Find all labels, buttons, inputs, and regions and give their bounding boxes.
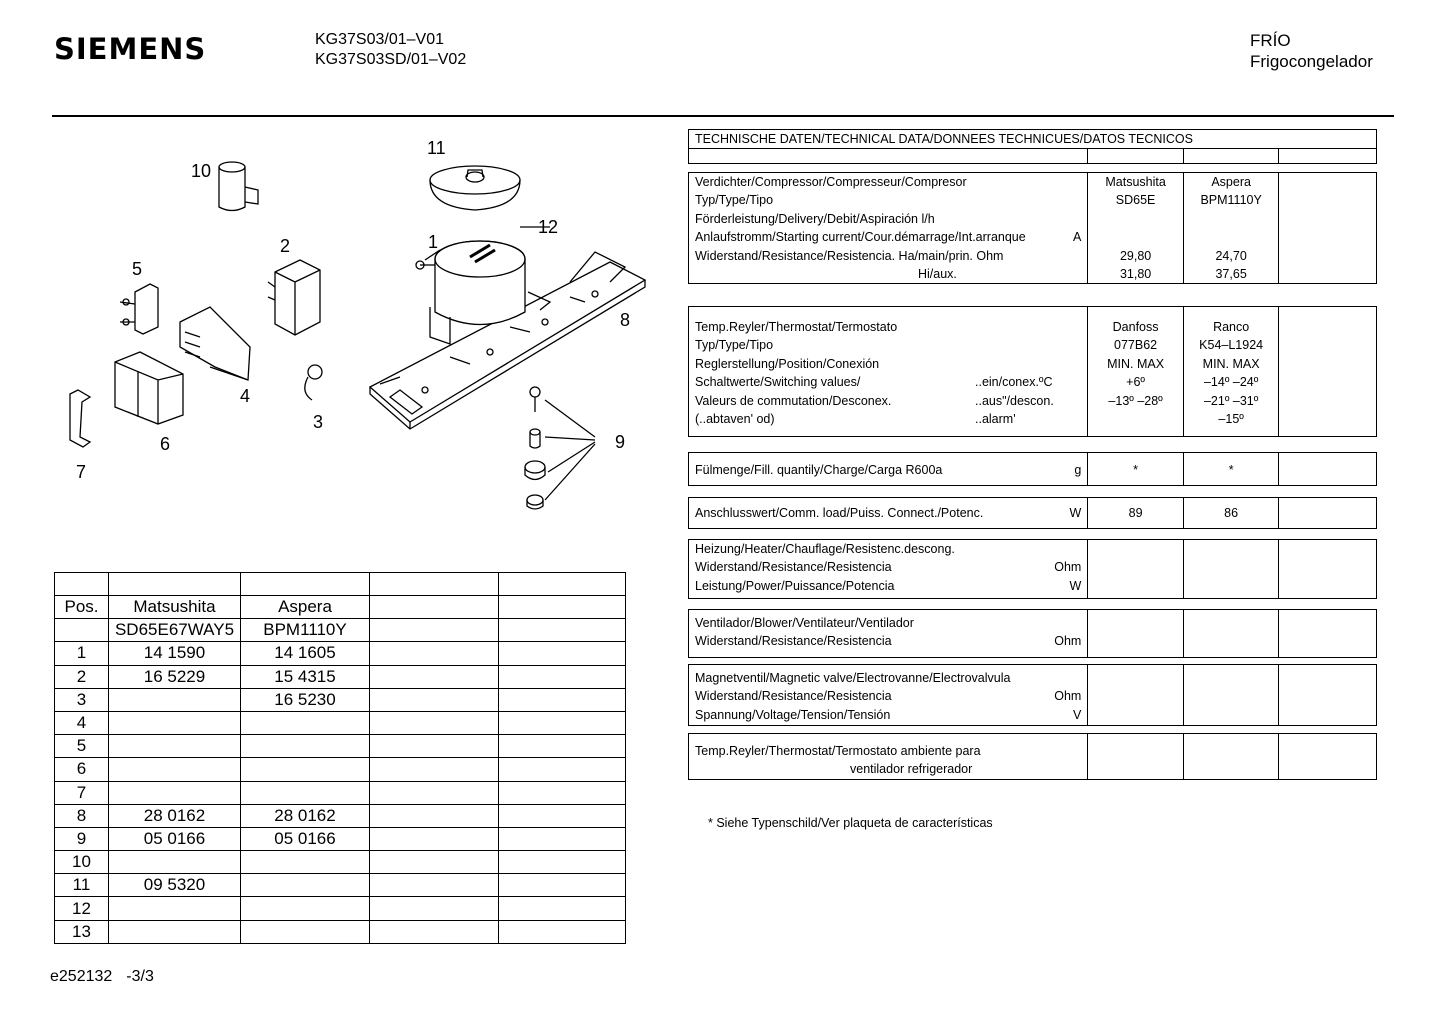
table-row: 10 (55, 851, 626, 874)
housing-box-drawing (115, 352, 183, 424)
footnote: * Siehe Typenschild/Ver plaqueta de características (708, 816, 993, 830)
callout-10: 10 (191, 161, 212, 181)
table-row: 4 (55, 711, 626, 734)
load-table: Anschlusswert/Comm. load/Puiss. Connect./Potenc. W 89 86 (688, 497, 1377, 529)
table-row: 2 16 5229 15 4315 (55, 665, 626, 688)
callout-7: 7 (76, 462, 87, 482)
page-footer (50, 968, 154, 986)
tech-title-table (688, 129, 1377, 164)
model-numbers (315, 30, 466, 70)
subcategory: Frigocongelador (1250, 52, 1373, 71)
ambient-thermostat-table: Temp.Reyler/Thermostat/Termostato ambiente para ventilador refrigerador (688, 733, 1377, 780)
tech-title: TECHNISCHE DATEN/TECHNICAL DATA/DONNEES TECHNICUES/DATOS TECNICOS (689, 130, 1377, 149)
doc-id: e252132 (50, 968, 113, 985)
callout-11: 11 (427, 138, 446, 158)
callout-4: 4 (240, 386, 251, 406)
table-row: 12 (55, 897, 626, 920)
table-row: 5 (55, 735, 626, 758)
category: FRÍO (1250, 31, 1291, 50)
table-row: 9 05 0166 05 0166 (55, 827, 626, 850)
parts-table (54, 572, 626, 944)
table-row: 7 (55, 781, 626, 804)
callout-2: 2 (280, 236, 291, 256)
table-row: 3 16 5230 (55, 688, 626, 711)
compressor-table: Verdichter/Compressor/Compresseur/Compresor Typ/Type/Tipo Förderleistung/Delivery/Debit/Aspiración l/h Anlaufstromm/Starting current/Cour.démarrage/Int.arranque A Widerstand/Resistance/Resistencia. Ha/main/prin. Ohm Hi/aux. Matsushita SD65E 29,80 31,80 Aspera BPM1110Y 24,70 37,65 (688, 172, 1377, 284)
header-divider (52, 115, 1394, 117)
relay-cover-drawing (180, 307, 250, 380)
callout-5: 5 (132, 259, 143, 279)
bracket-drawing (70, 390, 90, 447)
thermostat-table: Temp.Reyler/Thermostat/Termostato Typ/Type/Tipo Reglerstellung/Position/Conexión Schaltwerte/Switching values/ ..ein/conex.ºC Valeurs de commutation/Desconex. ..aus"/descon. (..abtaven' od) ..alarm' Danfoss 077B62 MIN. MAX +6º –13º –28º Ranco K54–L1924 MIN. MAX –14º –24º –21º –31º –15º (688, 306, 1377, 437)
table-row: 13 (55, 920, 626, 943)
terminal-block-drawing (120, 284, 158, 334)
table-row: 8 28 0162 28 0162 (55, 804, 626, 827)
category-block (1250, 30, 1373, 72)
brand-logo: SIEMENS (54, 32, 207, 66)
callout-6: 6 (160, 434, 171, 454)
table-row: 6 (55, 758, 626, 781)
callout-9: 9 (615, 432, 626, 452)
model-number-1: KG37S03/01–V01 (315, 31, 444, 48)
heater-table: Heizung/Heater/Chauflage/Resistenc.descong. Widerstand/Resistance/Resistencia Ohm Leistung/Power/Puissance/Potencia W (688, 539, 1377, 599)
callout-12: 12 (538, 217, 559, 237)
callout-8: 8 (620, 310, 631, 330)
callout-1: 1 (428, 232, 439, 252)
aspera-header: Aspera (241, 596, 370, 619)
capacitor-drawing (219, 162, 258, 211)
start-relay-drawing (268, 260, 320, 335)
callout-3: 3 (313, 412, 324, 432)
model-number-2: KG37S03SD/01–V02 (315, 51, 467, 68)
fill-table: Fülmenge/Fill. quantily/Charge/Carga R600a g * * (688, 452, 1377, 486)
exploded-parts-diagram (50, 132, 670, 532)
diagram-drawing (50, 132, 670, 532)
matsushita-header: Matsushita (109, 596, 241, 619)
table-row: 1 14 1590 14 1605 (55, 642, 626, 665)
matsushita-model: SD65E67WAY5 (109, 619, 241, 642)
fasteners-drawing (525, 387, 595, 509)
aspera-model: BPM1110Y (241, 619, 370, 642)
thermal-protector-drawing (305, 365, 322, 400)
table-row: 11 09 5320 (55, 874, 626, 897)
pos-header: Pos. (55, 596, 109, 619)
page-number: -3/3 (126, 968, 154, 985)
blower-table: Ventilador/Blower/Ventilateur/Ventilador Widerstand/Resistance/Resistencia Ohm (688, 609, 1377, 658)
valve-table: Magnetventil/Magnetic valve/Electrovanne/Electrovalvula Widerstand/Resistance/Resistencia Ohm Spannung/Voltage/Tension/Tensión V (688, 664, 1377, 726)
fan-cover-drawing (430, 166, 520, 210)
